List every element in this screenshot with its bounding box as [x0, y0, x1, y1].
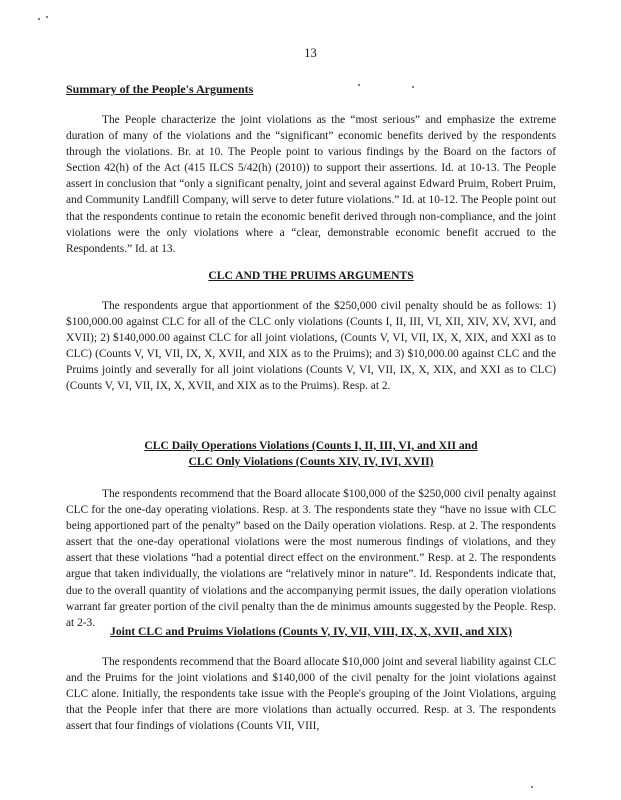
- paragraph-text: The respondents argue that apportionment of the $250,000 civil penalty should be as follows: 1) $100,000.00 against CLC for all of the CLC only violations (Counts I, II, III, VI, XII, XIV, XV, XVI, and XVII); 2) $140,000.00 against CLC for all joint violations, (Counts V, VI, VII, IX, X, XIX, and XXI as to CLC) (Counts V, VI, VII, IX, X, XVII, and XIX as to the Pruims); and 3) $10,000.00 against CLC and the Pruims jointly and severally for all joint violations (Counts V, VI, VII, IX, X, XIX, and XXI as to CLC) (Counts V, VI, VII, IX, X, XVII, and XIX as to the Pruims). Resp. at 2.: [66, 300, 556, 393]
- paragraph-daily-operations: [66, 486, 556, 631]
- scan-speck: [531, 786, 533, 788]
- page-number: 13: [304, 46, 317, 60]
- clc-pruims-heading: [66, 268, 556, 284]
- joint-violations-heading-text: Joint CLC and Pruims Violations (Counts V, IV, VII, VIII, IX, X, XVII, and XIX): [110, 625, 512, 638]
- summary-heading: Summary of the People's Arguments: [66, 82, 254, 96]
- joint-violations-heading: [66, 624, 556, 640]
- scan-speck: [412, 86, 414, 88]
- daily-operations-heading: [66, 438, 556, 470]
- scan-speck: [46, 16, 48, 18]
- paragraph-people-arguments: [66, 112, 556, 257]
- clc-pruims-heading-text: CLC AND THE PRUIMS ARGUMENTS: [208, 269, 414, 282]
- paragraph-apportionment: [66, 298, 556, 395]
- daily-operations-heading-line-1: CLC Daily Operations Violations (Counts I, II, III, VI, and XII and: [144, 439, 478, 452]
- paragraph-joint-violations: [66, 654, 556, 734]
- paragraph-text: The respondents recommend that the Board allocate $100,000 of the $250,000 civil penalty against CLC for the one-day operating violations. Resp. at 3. The respondents state they “have no issue with CLC being apportioned part of the penalty” based on the Daily operation violations. Resp. at 2. The respondents assert that the one-day operational violations were the most numerous findings of violations, and they assert that these violations “had a potential direct effect on the environment.” Resp. at 2. The respondents argue that taken individually, the violations are “relatively minor in nature”. Id. Respondents indicate that, due to the overall quantity of violations and the accompanying permit issues, the daily operation violations warrant far greater portion of the civil penalty than the de minimus amounts suggested by the People. Resp. at 2-3.: [66, 488, 556, 629]
- paragraph-text: The respondents recommend that the Board allocate $10,000 joint and several liability against CLC and the Pruims for the joint violations and $140,000 of the civil penalty for the joint violations against CLC alone. Initially, the respondents take issue with the People's grouping of the Joint Violations, arguing that the People infer that there are more violations than actually occurred. Resp. at 3. The respondents assert that four findings of violations (Counts VII, VIII,: [66, 656, 556, 733]
- scan-speck: [38, 18, 40, 20]
- paragraph-text: The People characterize the joint violations as the “most serious” and emphasize the extreme duration of many of the violations and the “significant” economic benefits derived by the respondents through the violations. Br. at 10. The People point to various findings by the Board on the factors of Section 42(h) of the Act (415 ILCS 5/42(h) (2010)) to support their assertions. Id. at 10-13. The People assert in conclusion that “only a significant penalty, joint and several against Edward Pruim, Robert Pruim, and Community Landfill Company, will serve to deter future violations.” Id. at 10-12. The People point out that the respondents continue to retain the economic benefit derived through non-compliance, and the joint violations were the only violations where a “clear, demonstrable economic benefit accrued to the Respondents.” Id. at 13.: [66, 114, 556, 255]
- scan-speck: [358, 84, 360, 86]
- daily-operations-heading-line-2: CLC Only Violations (Counts XIV, IV, IVI, XVII): [188, 455, 434, 468]
